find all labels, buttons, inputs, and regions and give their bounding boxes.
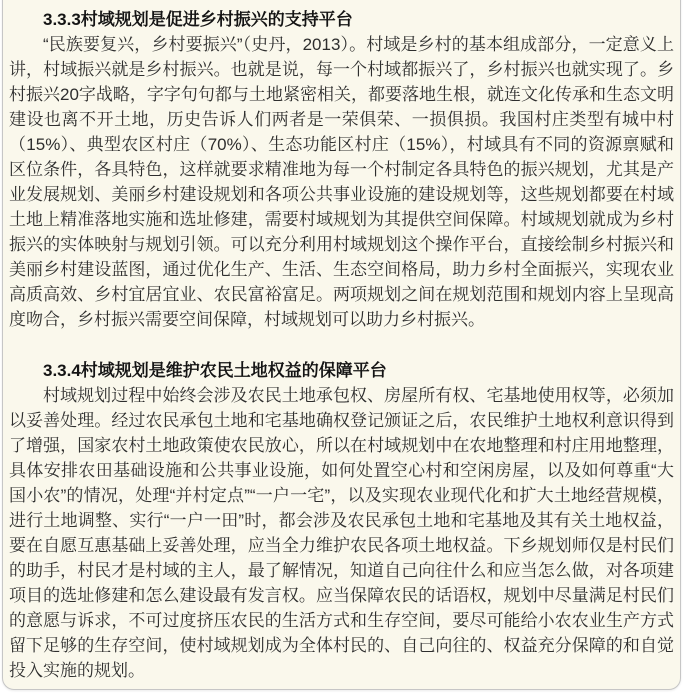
section-paragraph: “民族要复兴，乡村要振兴”（史丹，2013）。村域是乡村的基本组成部分，一定意义上讲，村域振兴就是乡村振兴。也就是说，每一个村域都振兴了，乡村振兴也就实现了。乡村振兴20字战略，字字句句都与土地紧密相关，都要落地生根，就连文化传承和生态文明建设也离不开土地，历史告诉人们两者是一荣俱荣、一损俱损。我国村庄类型有城中村（15%）、典型农区村庄（70%）、生态功能区村庄（15%），村域具有不同的资源禀赋和区位条件，各具特色，这样就要求精准地为每一个村制定各具特色的振兴规划，尤其是产业发展规划、美丽乡村建设规划和各项公共事业设施的建设规划等，这些规划都要在村域土地上精准落地实施和选址修建，需要村域规划为其提供空间保障。村域规划就成为乡村振兴的实体映射与规划引领。可以充分利用村域规划这个操作平台，直接绘制乡村振兴和美丽乡村建设蓝图，通过优化生产、生活、生态空间格局，助力乡村全面振兴，实现农业高质高效、乡村宜居宜业、农民富裕富足。两项规划之间在规划范围和规划内容上呈现高度吻合，乡村振兴需要空间保障，村域规划可以助力乡村振兴。 [9,35,674,329]
section-paragraph: 村域规划过程中始终会涉及农民土地承包权、房屋所有权、宅基地使用权等，必须加以妥善处理。经过农民承包土地和宅基地确权登记颁证之后，农民维护土地权利意识得到了增强，国家农村土地政策使农民放心，所以在村域规划中在农地整理和村庄用地整理，具体安排农田基础设施和公共事业设施，如何处置空心村和空闲房屋，以及如何尊重“大国小农”的情况，处理“并村定点”“一户一宅”，以及实现农业现代化和扩大土地经营规模，进行土地调整、实行“一户一田”时，都会涉及农民承包土地和宅基地及其有关土地权益，要在自愿互惠基础上妥善处理，应当全力维护农民各项土地权益。下乡规划师仅是村民们的助手，村民才是村域的主人，最了解情况，知道自己向往什么和应当怎么做，对各项建项目的选址修建和怎么建设最有发言权。应当保障农民的话语权，规划中尽量满足村民们的意愿与诉求，不可过度挤压农民的生活方式和生存空间，要尽可能给小农农业生产方式留下足够的生存空间，使村域规划成为全体村民的、自己向往的、权益充分保障的和自觉投入实施的规划。 [9,386,674,680]
section-heading: 3.3.3村域规划是促进乡村振兴的支持平台 [43,10,353,29]
section-3-3-3 [9,7,674,332]
document-card [2,0,681,690]
section-3-3-4 [9,358,674,683]
section-heading: 3.3.4村域规划是维护农民土地权益的保障平台 [43,361,387,380]
